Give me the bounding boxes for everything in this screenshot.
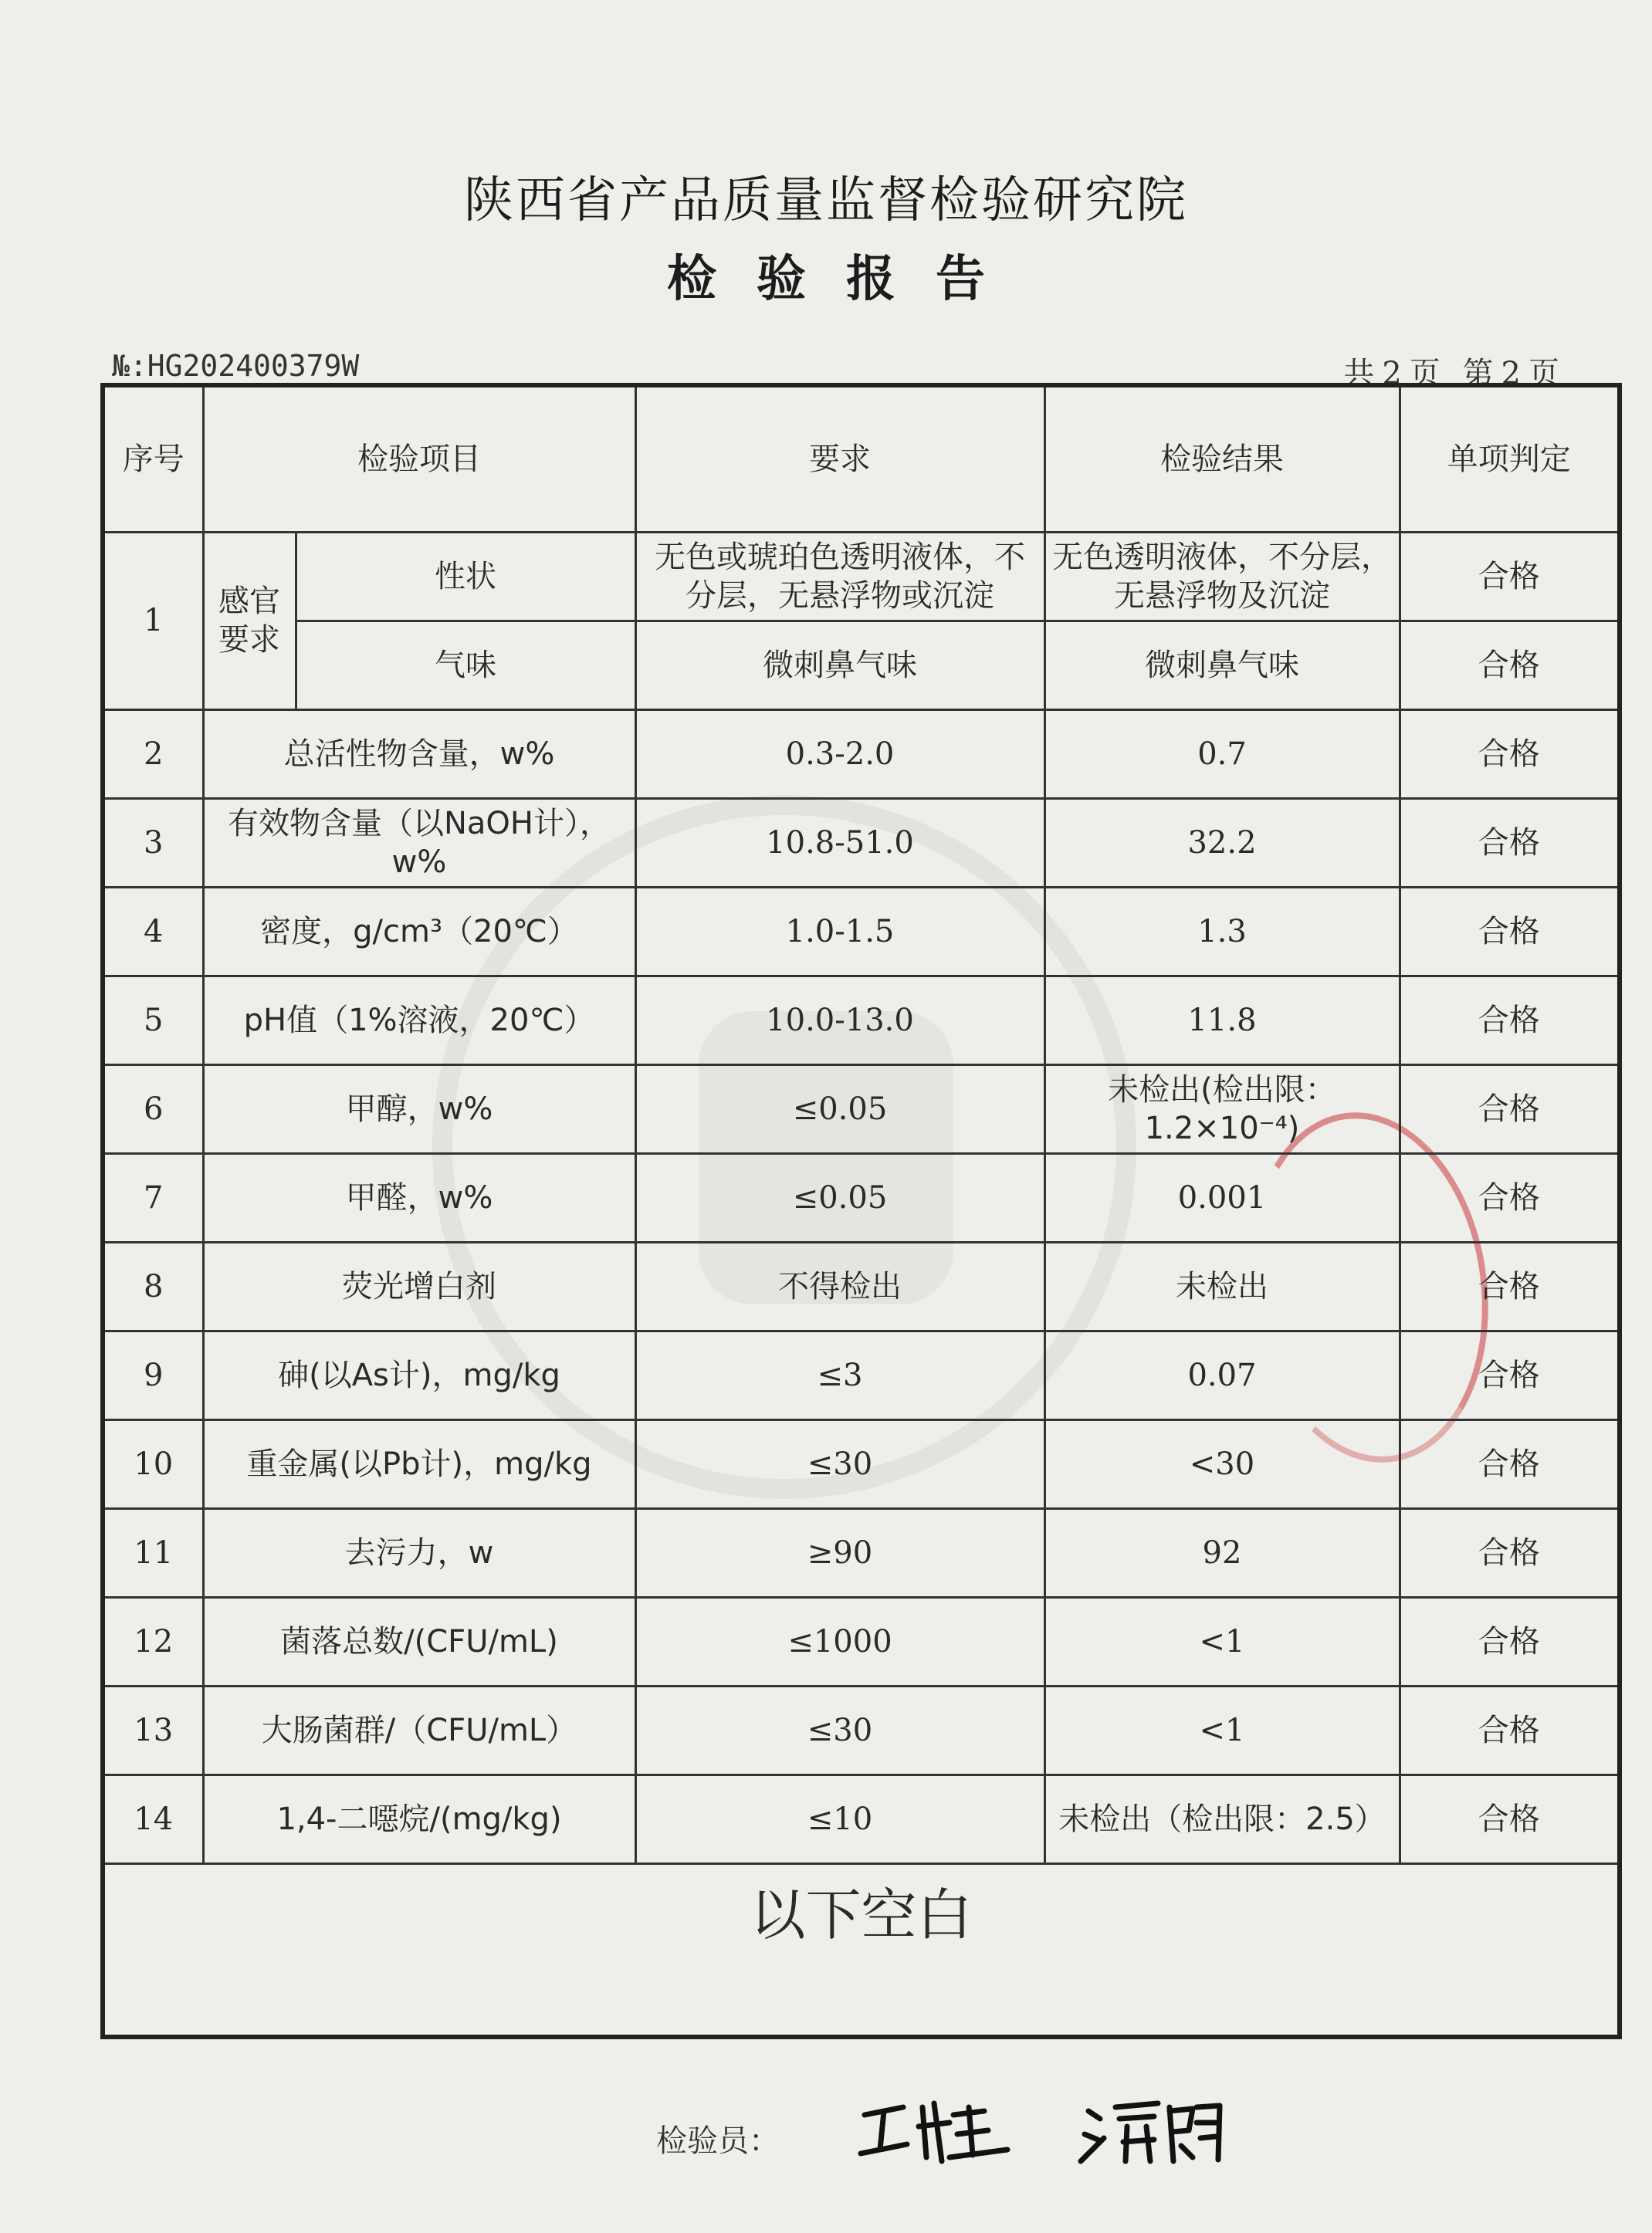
table-row: [103, 1775, 1620, 1863]
row-judgement: 合格: [1400, 1508, 1620, 1597]
table-row: [103, 532, 1620, 621]
signature-stroke-3: [1081, 2111, 1104, 2161]
row-no: 8: [103, 1242, 203, 1331]
table-row: [103, 1064, 1620, 1153]
row-result: 未检出(检出限：1.2×10⁻⁴): [1044, 1064, 1400, 1153]
row-item: 总活性物含量，w%: [203, 709, 635, 798]
row-judgement: 合格: [1400, 1419, 1620, 1508]
row-judgement: 合格: [1400, 798, 1620, 887]
blank-row: [103, 1863, 1620, 2037]
row-requirement: ≤1000: [635, 1597, 1044, 1686]
header-result: 检验结果: [1044, 385, 1400, 532]
table-row: [103, 621, 1620, 709]
row-result: 32.2: [1044, 798, 1400, 887]
report-number: №:HG202400379W: [112, 349, 360, 383]
row-judgement: 合格: [1400, 1686, 1620, 1775]
row-item: 1,4-二噁烷/(mg/kg): [203, 1775, 635, 1863]
row-judgement: 合格: [1400, 621, 1620, 709]
sensory-group-label: 感官 要求: [203, 532, 296, 709]
header-requirement: 要求: [635, 385, 1044, 532]
row-item: 重金属(以Pb计)，mg/kg: [203, 1419, 635, 1508]
row-no: 10: [103, 1419, 203, 1508]
table-row: [103, 1597, 1620, 1686]
row-judgement: 合格: [1400, 1153, 1620, 1242]
row-judgement: 合格: [1400, 1775, 1620, 1863]
institute-name: 陕西省产品质量监督检验研究院: [464, 172, 1188, 229]
row-result: 92: [1044, 1508, 1400, 1597]
row-item: pH值（1%溶液，20℃）: [203, 976, 635, 1064]
row-judgement: 合格: [1400, 532, 1620, 621]
header-no: 序号: [103, 385, 203, 532]
signature-stroke-2: [919, 2103, 1007, 2161]
row-no: 9: [103, 1331, 203, 1419]
table-row: [103, 798, 1620, 887]
row-requirement: ≤0.05: [635, 1153, 1044, 1242]
table-row: [103, 709, 1620, 798]
row-requirement: 微刺鼻气味: [635, 621, 1044, 709]
row-judgement: 合格: [1400, 976, 1620, 1064]
blank-notice: 以下空白: [103, 1863, 1620, 2037]
inspection-table: [100, 383, 1622, 2039]
row-requirement: 10.8-51.0: [635, 798, 1044, 887]
row-judgement: 合格: [1400, 887, 1620, 976]
table-row: [103, 1686, 1620, 1775]
row-no: 13: [103, 1686, 203, 1775]
inspector-label: 检验员：: [656, 2123, 780, 2159]
row-requirement: ≤0.05: [635, 1064, 1044, 1153]
row-requirement: 10.0-13.0: [635, 976, 1044, 1064]
page-indicator: 共 2 页 第 2 页: [1343, 356, 1564, 391]
row-no: 5: [103, 976, 203, 1064]
row-result: 0.7: [1044, 709, 1400, 798]
row-item: 菌落总数/(CFU/mL): [203, 1597, 635, 1686]
row-requirement: 0.3-2.0: [635, 709, 1044, 798]
row-no: 14: [103, 1775, 203, 1863]
row-judgement: 合格: [1400, 1331, 1620, 1419]
report-title: 检验报告: [667, 251, 1025, 308]
row-item: 性状: [296, 532, 635, 621]
row-no: 2: [103, 709, 203, 798]
table-row: [103, 1242, 1620, 1331]
row-no: 6: [103, 1064, 203, 1153]
row-no: 3: [103, 798, 203, 887]
row-result: 未检出（检出限：2.5）: [1044, 1775, 1400, 1863]
row-item: 砷(以As计)，mg/kg: [203, 1331, 635, 1419]
row-item: 密度，g/cm³（20℃）: [203, 887, 635, 976]
row-result: 未检出: [1044, 1242, 1400, 1331]
row-judgement: 合格: [1400, 1064, 1620, 1153]
row-item: 甲醇，w%: [203, 1064, 635, 1153]
row-requirement: 不得检出: [635, 1242, 1044, 1331]
row-item: 气味: [296, 621, 635, 709]
row-requirement: ≥90: [635, 1508, 1044, 1597]
signature-stroke-5: [1170, 2106, 1220, 2161]
row-no: 11: [103, 1508, 203, 1597]
row-result: 无色透明液体，不分层，无悬浮物及沉淀: [1044, 532, 1400, 621]
header-item: 检验项目: [203, 385, 635, 532]
table-row: [103, 1153, 1620, 1242]
table-row: [103, 887, 1620, 976]
row-item: 有效物含量（以NaOH计），w%: [203, 798, 635, 887]
row-result: 11.8: [1044, 976, 1400, 1064]
row-result: 0.001: [1044, 1153, 1400, 1242]
row-result: <1: [1044, 1686, 1400, 1775]
row-item: 大肠菌群/（CFU/mL）: [203, 1686, 635, 1775]
row-requirement: ≤3: [635, 1331, 1044, 1419]
table-row: [103, 1419, 1620, 1508]
row-no: 12: [103, 1597, 203, 1686]
row-result: 0.07: [1044, 1331, 1400, 1419]
row-result: 1.3: [1044, 887, 1400, 976]
row-no: 4: [103, 887, 203, 976]
row-result: 微刺鼻气味: [1044, 621, 1400, 709]
table-row: [103, 1331, 1620, 1419]
row-judgement: 合格: [1400, 709, 1620, 798]
header-judgement: 单项判定: [1400, 385, 1620, 532]
row-judgement: 合格: [1400, 1242, 1620, 1331]
row-judgement: 合格: [1400, 1597, 1620, 1686]
row-item: 荧光增白剂: [203, 1242, 635, 1331]
signature-stroke-1: [861, 2107, 907, 2153]
row-result: <1: [1044, 1597, 1400, 1686]
table-row: [103, 976, 1620, 1064]
row-no: 7: [103, 1153, 203, 1242]
table-row: [103, 1508, 1620, 1597]
row-item: 去污力，w: [203, 1508, 635, 1597]
row-requirement: ≤30: [635, 1419, 1044, 1508]
table-header-row: [103, 385, 1620, 532]
row-requirement: 无色或琥珀色透明液体，不分层，无悬浮物或沉淀: [635, 532, 1044, 621]
inspector-signatures: [849, 2084, 1281, 2177]
row-requirement: 1.0-1.5: [635, 887, 1044, 976]
row-no: 1: [103, 532, 203, 709]
signature-stroke-4: [1115, 2103, 1158, 2161]
row-item: 甲醛，w%: [203, 1153, 635, 1242]
row-requirement: ≤30: [635, 1686, 1044, 1775]
row-requirement: ≤10: [635, 1775, 1044, 1863]
row-result: <30: [1044, 1419, 1400, 1508]
